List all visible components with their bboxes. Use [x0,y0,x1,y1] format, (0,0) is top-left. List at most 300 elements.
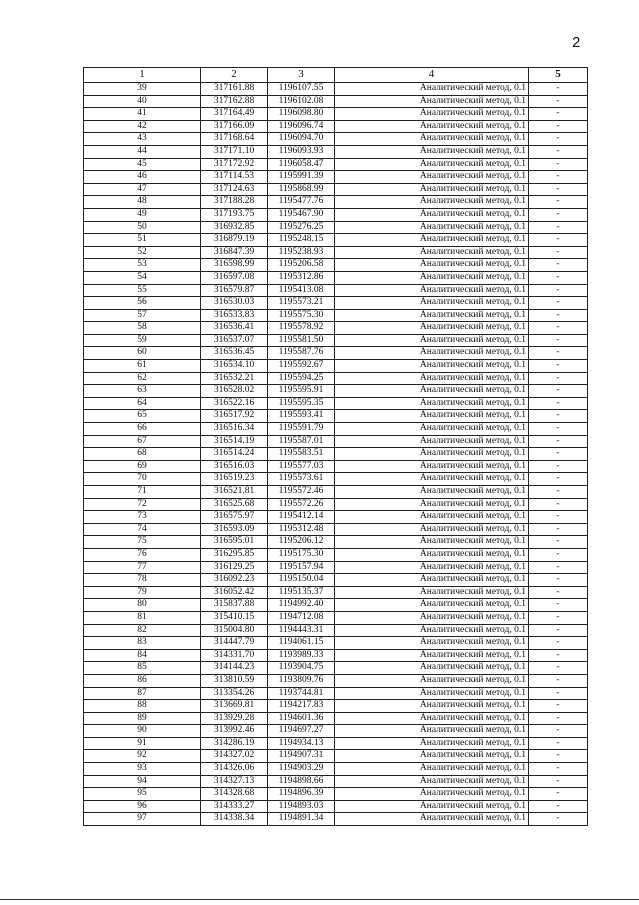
table-row [84,611,588,624]
cell-coord-x: 316528.02 [201,385,268,398]
cell-method: Аналитический метод, 0.1 [335,145,529,158]
cell-coord-y: 1195594.25 [268,372,335,385]
cell-method: Аналитический метод, 0.1 [335,511,529,524]
cell-method: Аналитический метод, 0.1 [335,737,529,750]
table-row [84,372,588,385]
cell-coord-x: 316532.21 [201,372,268,385]
cell-note: - [529,196,588,209]
table-row [84,750,588,763]
cell-coord-x: 316579.87 [201,284,268,297]
cell-coord-x: 317168.64 [201,133,268,146]
table-row [84,208,588,221]
cell-method: Аналитический метод, 0.1 [335,536,529,549]
cell-point-number: 83 [84,637,201,650]
cell-point-number: 65 [84,410,201,423]
cell-coord-y: 1194061.15 [268,637,335,650]
cell-method: Аналитический метод, 0.1 [335,662,529,675]
cell-coord-x: 316598.99 [201,259,268,272]
cell-point-number: 40 [84,95,201,108]
cell-coord-x: 315004.80 [201,624,268,637]
cell-point-number: 42 [84,120,201,133]
cell-coord-x: 316536.45 [201,347,268,360]
cell-point-number: 57 [84,309,201,322]
cell-method: Аналитический метод, 0.1 [335,108,529,121]
cell-coord-y: 1194907.31 [268,750,335,763]
cell-point-number: 49 [84,208,201,221]
cell-coord-x: 314327.13 [201,775,268,788]
cell-point-number: 89 [84,712,201,725]
cell-method: Аналитический метод, 0.1 [335,700,529,713]
cell-coord-y: 1195206.58 [268,259,335,272]
table-row [84,637,588,650]
table-row [84,108,588,121]
cell-method: Аналитический метод, 0.1 [335,259,529,272]
cell-method: Аналитический метод, 0.1 [335,611,529,624]
cell-method: Аналитический метод, 0.1 [335,548,529,561]
cell-method: Аналитический метод, 0.1 [335,171,529,184]
cell-coord-y: 1195591.79 [268,423,335,436]
cell-coord-x: 316537.07 [201,334,268,347]
cell-method: Аналитический метод, 0.1 [335,750,529,763]
cell-method: Аналитический метод, 0.1 [335,813,529,826]
cell-point-number: 48 [84,196,201,209]
cell-method: Аналитический метод, 0.1 [335,360,529,373]
table-row [84,800,588,813]
cell-note: - [529,158,588,171]
cell-coord-x: 316521.81 [201,486,268,499]
cell-method: Аналитический метод, 0.1 [335,523,529,536]
cell-coord-y: 1196094.70 [268,133,335,146]
cell-note: - [529,674,588,687]
table-row [84,498,588,511]
cell-coord-y: 1195248.15 [268,234,335,247]
cell-coord-x: 317114.53 [201,171,268,184]
cell-method: Аналитический метод, 0.1 [335,498,529,511]
cell-point-number: 81 [84,611,201,624]
header-col-4: 4 [335,68,529,83]
cell-coord-x: 314327.02 [201,750,268,763]
table-row [84,385,588,398]
cell-method: Аналитический метод, 0.1 [335,221,529,234]
cell-point-number: 41 [84,108,201,121]
cell-coord-y: 1194992.40 [268,599,335,612]
cell-point-number: 73 [84,511,201,524]
cell-point-number: 63 [84,385,201,398]
cell-coord-x: 317164.49 [201,108,268,121]
coordinates-table [83,67,588,826]
cell-method: Аналитический метод, 0.1 [335,712,529,725]
cell-coord-x: 316847.39 [201,246,268,259]
cell-coord-y: 1196107.55 [268,83,335,96]
table-row [84,234,588,247]
cell-coord-y: 1195135.37 [268,586,335,599]
table-row [84,523,588,536]
cell-point-number: 68 [84,448,201,461]
cell-point-number: 69 [84,460,201,473]
cell-coord-x: 316932.85 [201,221,268,234]
cell-point-number: 50 [84,221,201,234]
cell-note: - [529,800,588,813]
cell-point-number: 77 [84,561,201,574]
cell-coord-x: 314333.27 [201,800,268,813]
cell-coord-y: 1195312.48 [268,523,335,536]
cell-method: Аналитический метод, 0.1 [335,599,529,612]
cell-coord-x: 314144.23 [201,662,268,675]
cell-method: Аналитический метод, 0.1 [335,83,529,96]
cell-method: Аналитический метод, 0.1 [335,561,529,574]
cell-point-number: 58 [84,322,201,335]
cell-coord-x: 316514.24 [201,448,268,461]
cell-note: - [529,108,588,121]
table-row [84,649,588,662]
cell-coord-y: 1194893.03 [268,800,335,813]
cell-coord-x: 316092.23 [201,574,268,587]
cell-coord-y: 1194443.31 [268,624,335,637]
cell-note: - [529,208,588,221]
table-row [84,83,588,96]
table-row [84,171,588,184]
cell-point-number: 56 [84,297,201,310]
table-row [84,511,588,524]
cell-point-number: 91 [84,737,201,750]
cell-coord-y: 1195150.04 [268,574,335,587]
cell-note: - [529,725,588,738]
cell-point-number: 52 [84,246,201,259]
cell-note: - [529,183,588,196]
table-row [84,599,588,612]
cell-note: - [529,259,588,272]
cell-point-number: 66 [84,423,201,436]
cell-method: Аналитический метод, 0.1 [335,347,529,360]
cell-method: Аналитический метод, 0.1 [335,725,529,738]
cell-coord-x: 316879.19 [201,234,268,247]
cell-note: - [529,775,588,788]
cell-method: Аналитический метод, 0.1 [335,334,529,347]
table-row [84,574,588,587]
cell-point-number: 62 [84,372,201,385]
cell-method: Аналитический метод, 0.1 [335,448,529,461]
cell-coord-x: 316597.08 [201,271,268,284]
cell-coord-x: 315837.88 [201,599,268,612]
cell-point-number: 44 [84,145,201,158]
cell-point-number: 84 [84,649,201,662]
cell-method: Аналитический метод, 0.1 [335,322,529,335]
header-col-5: 5 [529,68,588,83]
cell-point-number: 92 [84,750,201,763]
cell-note: - [529,486,588,499]
cell-coord-x: 316052.42 [201,586,268,599]
cell-coord-y: 1196058.47 [268,158,335,171]
cell-coord-y: 1195276.25 [268,221,335,234]
table-body [84,83,588,826]
cell-note: - [529,246,588,259]
table-row [84,133,588,146]
cell-coord-y: 1195595.35 [268,397,335,410]
table-row [84,662,588,675]
cell-note: - [529,120,588,133]
cell-coord-y: 1195581.50 [268,334,335,347]
cell-method: Аналитический метод, 0.1 [335,423,529,436]
cell-coord-y: 1196102.08 [268,95,335,108]
cell-point-number: 80 [84,599,201,612]
table-row [84,423,588,436]
header-col-3: 3 [268,68,335,83]
cell-note: - [529,334,588,347]
cell-coord-y: 1193989.33 [268,649,335,662]
table-row [84,347,588,360]
cell-coord-y: 1194934.13 [268,737,335,750]
cell-coord-x: 316516.34 [201,423,268,436]
cell-note: - [529,523,588,536]
cell-note: - [529,360,588,373]
cell-note: - [529,662,588,675]
cell-method: Аналитический метод, 0.1 [335,234,529,247]
cell-coord-y: 1195587.76 [268,347,335,360]
table-row [84,95,588,108]
cell-coord-y: 1195991.39 [268,171,335,184]
cell-point-number: 72 [84,498,201,511]
cell-note: - [529,511,588,524]
cell-coord-y: 1195578.92 [268,322,335,335]
cell-coord-y: 1195595.91 [268,385,335,398]
table-row [84,763,588,776]
cell-point-number: 93 [84,763,201,776]
cell-point-number: 53 [84,259,201,272]
cell-coord-y: 1195868.99 [268,183,335,196]
cell-coord-y: 1195157.94 [268,561,335,574]
cell-note: - [529,788,588,801]
cell-method: Аналитический метод, 0.1 [335,208,529,221]
cell-method: Аналитический метод, 0.1 [335,788,529,801]
cell-method: Аналитический метод, 0.1 [335,586,529,599]
cell-coord-y: 1195412.14 [268,511,335,524]
cell-note: - [529,410,588,423]
cell-note: - [529,83,588,96]
cell-point-number: 43 [84,133,201,146]
header-col-1: 1 [84,68,201,83]
cell-coord-x: 316525.68 [201,498,268,511]
cell-coord-y: 1195583.51 [268,448,335,461]
page-number: 2 [572,34,581,51]
cell-coord-y: 1195593.41 [268,410,335,423]
cell-note: - [529,498,588,511]
cell-coord-x: 317162.88 [201,95,268,108]
table-row [84,813,588,826]
cell-method: Аналитический метод, 0.1 [335,674,529,687]
cell-coord-x: 313992.46 [201,725,268,738]
table-row [84,246,588,259]
table-row [84,548,588,561]
cell-method: Аналитический метод, 0.1 [335,309,529,322]
cell-point-number: 39 [84,83,201,96]
cell-coord-y: 1195573.21 [268,297,335,310]
cell-method: Аналитический метод, 0.1 [335,95,529,108]
cell-point-number: 78 [84,574,201,587]
cell-note: - [529,813,588,826]
cell-coord-x: 314328.68 [201,788,268,801]
cell-coord-x: 314331.70 [201,649,268,662]
table-row [84,536,588,549]
cell-note: - [529,649,588,662]
cell-coord-y: 1195467.90 [268,208,335,221]
cell-coord-y: 1195573.61 [268,473,335,486]
cell-note: - [529,712,588,725]
cell-method: Аналитический метод, 0.1 [335,435,529,448]
cell-point-number: 95 [84,788,201,801]
table-row [84,297,588,310]
cell-coord-y: 1193744.81 [268,687,335,700]
cell-method: Аналитический метод, 0.1 [335,473,529,486]
table-row [84,145,588,158]
table-row [84,725,588,738]
cell-coord-x: 316514.19 [201,435,268,448]
cell-point-number: 61 [84,360,201,373]
cell-coord-y: 1193809.76 [268,674,335,687]
cell-coord-x: 314338.34 [201,813,268,826]
cell-method: Аналитический метод, 0.1 [335,372,529,385]
cell-method: Аналитический метод, 0.1 [335,763,529,776]
cell-coord-x: 315410.15 [201,611,268,624]
cell-point-number: 86 [84,674,201,687]
cell-coord-x: 317172.92 [201,158,268,171]
cell-coord-x: 316575.97 [201,511,268,524]
cell-coord-x: 316129.25 [201,561,268,574]
table-row [84,473,588,486]
table-row [84,460,588,473]
table-row [84,284,588,297]
cell-coord-x: 313669.81 [201,700,268,713]
table-row [84,259,588,272]
table-row [84,271,588,284]
cell-coord-y: 1194697.27 [268,725,335,738]
cell-coord-y: 1195175.30 [268,548,335,561]
cell-point-number: 70 [84,473,201,486]
table-row [84,221,588,234]
table-row [84,183,588,196]
cell-note: - [529,284,588,297]
cell-note: - [529,133,588,146]
cell-method: Аналитический метод, 0.1 [335,775,529,788]
table-row [84,586,588,599]
table-row [84,775,588,788]
cell-method: Аналитический метод, 0.1 [335,800,529,813]
cell-note: - [529,435,588,448]
cell-note: - [529,145,588,158]
cell-coord-x: 313354.26 [201,687,268,700]
cell-method: Аналитический метод, 0.1 [335,486,529,499]
cell-coord-y: 1194903.29 [268,763,335,776]
cell-point-number: 67 [84,435,201,448]
cell-point-number: 97 [84,813,201,826]
cell-note: - [529,536,588,549]
cell-point-number: 46 [84,171,201,184]
cell-method: Аналитический метод, 0.1 [335,183,529,196]
cell-coord-y: 1194891.34 [268,813,335,826]
table-row [84,322,588,335]
cell-method: Аналитический метод, 0.1 [335,397,529,410]
cell-note: - [529,95,588,108]
cell-note: - [529,473,588,486]
cell-note: - [529,637,588,650]
cell-method: Аналитический метод, 0.1 [335,574,529,587]
cell-note: - [529,700,588,713]
cell-point-number: 76 [84,548,201,561]
cell-coord-y: 1195413.08 [268,284,335,297]
cell-coord-y: 1196093.93 [268,145,335,158]
cell-point-number: 54 [84,271,201,284]
cell-method: Аналитический метод, 0.1 [335,246,529,259]
cell-method: Аналитический метод, 0.1 [335,637,529,650]
cell-coord-y: 1194712.08 [268,611,335,624]
table-row [84,435,588,448]
cell-note: - [529,460,588,473]
table-row [84,712,588,725]
cell-coord-y: 1195206.12 [268,536,335,549]
cell-note: - [529,737,588,750]
table-row [84,158,588,171]
bottom-rule [0,899,639,900]
cell-coord-y: 1196098.80 [268,108,335,121]
cell-method: Аналитический метод, 0.1 [335,271,529,284]
cell-coord-x: 317188.28 [201,196,268,209]
cell-coord-x: 316533.83 [201,309,268,322]
cell-point-number: 96 [84,800,201,813]
table-row [84,410,588,423]
cell-note: - [529,309,588,322]
cell-coord-x: 314286.19 [201,737,268,750]
cell-coord-x: 313929.28 [201,712,268,725]
cell-coord-x: 316593.09 [201,523,268,536]
cell-coord-x: 317171.10 [201,145,268,158]
cell-coord-y: 1195587.01 [268,435,335,448]
cell-point-number: 55 [84,284,201,297]
cell-point-number: 75 [84,536,201,549]
cell-point-number: 71 [84,486,201,499]
cell-method: Аналитический метод, 0.1 [335,158,529,171]
cell-note: - [529,372,588,385]
cell-coord-y: 1194217.83 [268,700,335,713]
cell-coord-x: 316595.01 [201,536,268,549]
cell-note: - [529,171,588,184]
table-row [84,687,588,700]
cell-method: Аналитический метод, 0.1 [335,385,529,398]
cell-coord-y: 1195572.26 [268,498,335,511]
cell-point-number: 74 [84,523,201,536]
cell-point-number: 88 [84,700,201,713]
cell-coord-y: 1194896.39 [268,788,335,801]
cell-method: Аналитический метод, 0.1 [335,687,529,700]
cell-method: Аналитический метод, 0.1 [335,120,529,133]
cell-coord-y: 1195577.03 [268,460,335,473]
table-row [84,486,588,499]
cell-method: Аналитический метод, 0.1 [335,649,529,662]
cell-coord-y: 1195575.30 [268,309,335,322]
cell-coord-y: 1194898.66 [268,775,335,788]
cell-point-number: 60 [84,347,201,360]
cell-note: - [529,423,588,436]
cell-coord-x: 317161.88 [201,83,268,96]
cell-note: - [529,687,588,700]
cell-method: Аналитический метод, 0.1 [335,460,529,473]
table-header [84,68,588,83]
cell-coord-y: 1193904.75 [268,662,335,675]
cell-coord-y: 1196096.74 [268,120,335,133]
cell-note: - [529,347,588,360]
table-row [84,334,588,347]
cell-method: Аналитический метод, 0.1 [335,410,529,423]
cell-note: - [529,448,588,461]
cell-note: - [529,574,588,587]
